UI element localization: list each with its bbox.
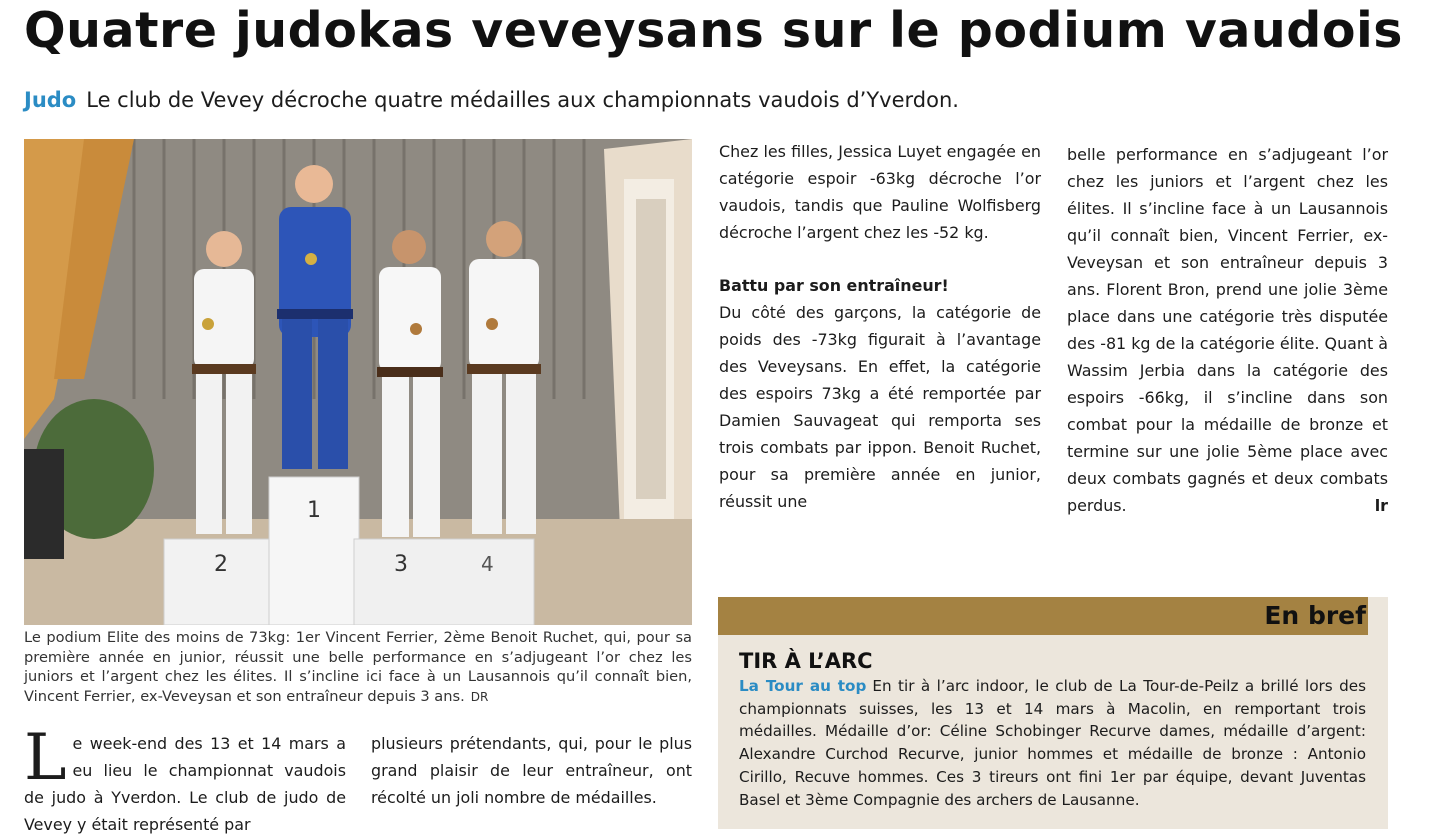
podium-number-1: 1	[307, 498, 321, 523]
article-column-c	[24, 721, 346, 838]
drop-cap: L	[24, 721, 67, 795]
en-bref-paragraph: En tir à l’arc indoor, le club de La Tour-de-Peilz a brillé lors des championnats suisses, les 13 et 14 mars à Macolin, en remportant trois médailles. Médaille d’or: Céline Schobinger Recurve dames, médaille d’argent: Alexandre Curchod Recurve, junior hommes et médaille de bronze : Antonio Cirillo, Recuve hommes. Ces 3 tireurs ont fini 1er par équipe, devant Juventas Basel et 3ème Compagnie des archers de Lausanne.	[739, 677, 1366, 809]
author-signature: lr	[1374, 496, 1388, 515]
en-bref-header-bar	[718, 597, 1388, 635]
podium-number-3: 3	[394, 552, 408, 577]
article-column-b	[1067, 141, 1388, 519]
headline: Quatre judokas veveysans sur le podium vaudois	[24, 2, 1403, 59]
article-paragraph: Chez les filles, Jessica Luyet engagée en catégorie espoir -63kg décroche l’or vaudois, tandis que Pauline Wolfisberg décroche l’argent chez les -52 kg.	[719, 142, 1041, 242]
photo-caption	[24, 628, 692, 707]
article-column-d	[371, 730, 692, 811]
photo-credit: DR	[470, 689, 489, 704]
article-subtitle: Battu par son entraîneur!	[719, 276, 949, 295]
article-paragraph: belle performance en s’adjugeant l’or chez les juniors et l’argent chez les élites. Il s’incline face à un Lausannois qu’il connaît bien, Vincent Ferrier, ex-Veveysan et son entraîneur depuis 3 ans. Florent Bron, prend une jolie 3ème place dans une catégorie très disputée des -81 kg de la catégorie élite. Quant à Wassim Jerbia dans la catégorie des espoirs -66kg, il s’incline dans son combat pour la médaille de bronze et termine sur une jolie 5ème place avec deux combats gagnés et deux combats perdus.	[1067, 145, 1388, 515]
podium-number-2: 2	[214, 552, 228, 577]
subhead	[24, 88, 959, 112]
caption-text: Le podium Elite des moins de 73kg: 1er Vincent Ferrier, 2ème Benoit Ruchet, qui, pour sa première année en junior, réussit une belle performance en s’adjugeant l’or chez les juniors et l’argent chez les élites. Il s’incline ici face à un Lausannois qu’il connaît bien, Vincent Ferrier, ex-Veveysan et son entraîneur depuis 3 ans.	[24, 629, 692, 705]
rubric-label: Judo	[24, 88, 77, 112]
podium-photo	[24, 139, 692, 625]
en-bref-text	[739, 675, 1366, 811]
en-bref-box	[718, 597, 1388, 829]
podium-number-4: 4	[481, 552, 494, 576]
podium-photo-illustration	[24, 139, 692, 625]
en-bref-sport-title: TIR À L’ARC	[739, 649, 873, 673]
en-bref-header-notch	[1368, 597, 1388, 635]
article-paragraph: Du côté des garçons, la catégorie de poids des -73kg figurait à l’avantage des Veveysans. En effet, la catégorie des espoirs 73kg a été remportée par Damien Sauvageat qui remporta ses trois combats par ippon. Benoit Ruchet, pour sa première année en junior, réussit une	[719, 303, 1041, 511]
en-bref-lead: La Tour au top	[739, 677, 867, 695]
article-paragraph: plusieurs prétendants, qui, pour le plus grand plaisir de leur entraîneur, ont récolté un joli nombre de médailles.	[371, 734, 692, 807]
en-bref-title: En bref	[1264, 601, 1366, 630]
article-paragraph: e week-end des 13 et 14 mars a eu lieu le championnat vaudois de judo à Yverdon. Le club de judo de Vevey y était représenté par	[24, 734, 346, 834]
subhead-text: Le club de Vevey décroche quatre médailles aux championnats vaudois d’Yverdon.	[86, 88, 959, 112]
article-column-a	[719, 138, 1041, 515]
en-bref-body	[718, 635, 1388, 811]
